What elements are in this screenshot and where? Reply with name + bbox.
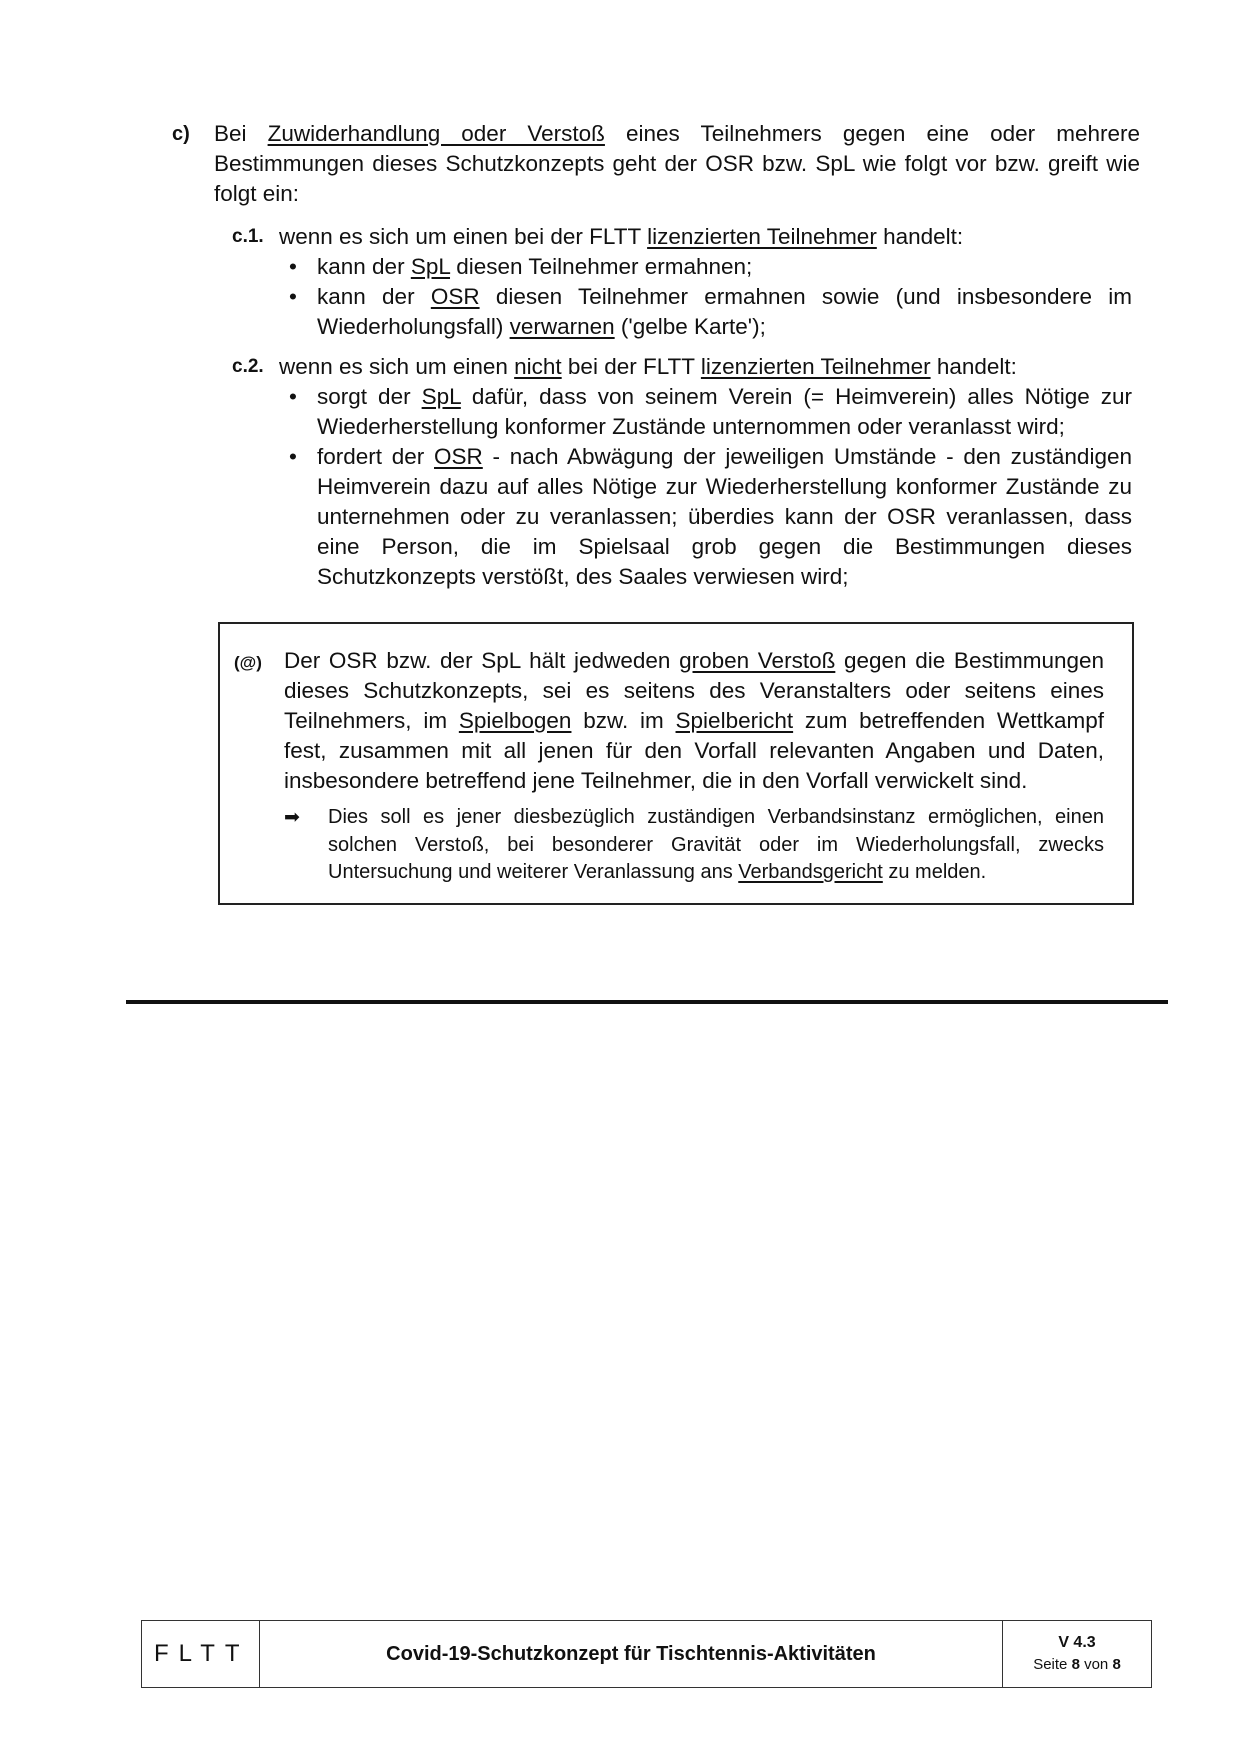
notice-marker: (@) bbox=[234, 653, 262, 672]
subsection-c1 bbox=[232, 222, 1132, 342]
section-c-text: Bei Zuwiderhandlung oder Verstoß eines Teilnehmers gegen eine oder mehrere Bestimmungen dieses Schutzkonzepts geht der OSR bzw. SpL wie folgt vor bzw. greift wie folgt ein: bbox=[214, 121, 1140, 206]
underlined-term: Spielbogen bbox=[458, 708, 572, 733]
underlined-term: OSR bbox=[434, 444, 483, 469]
list-item: • kann der SpL diesen Teilnehmer ermahnen; bbox=[287, 252, 1132, 282]
underlined-term: Spielbericht bbox=[675, 708, 794, 733]
notice-box bbox=[218, 622, 1134, 905]
subsection-c1-intro: wenn es sich um einen bei der FLTT lizenzierten Teilnehmer handelt: bbox=[279, 224, 964, 249]
arrow-right-icon: ➡ bbox=[284, 807, 300, 828]
notice-text: Der OSR bzw. der SpL hält jedweden groben Verstoß gegen die Bestimmungen dieses Schutzkonzepts, sei es seitens des Veranstalters oder seitens eines Teilnehmers, im Spielbogen bzw. im Spielbericht zum betreffenden Wettkampf fest, zusammen mit all jenen für den Vorfall relevanten Angaben und Daten, insbesondere betreffend jene Teilnehmer, die in den Vorfall verwickelt sind. bbox=[284, 648, 1105, 793]
bullet-icon: • bbox=[289, 444, 297, 469]
section-c-label: c) bbox=[172, 123, 190, 145]
notice-note-text: Dies soll es jener diesbezüglich zuständigen Verbandsinstanz ermöglichen, einen solchen Verstoß, bei besonderer Gravität oder im Wiederholungsfall, zwecks Untersuchung und weiterer Veranlassung ans Verbandsgericht zu melden. bbox=[328, 806, 1104, 883]
list-item: • kann der OSR diesen Teilnehmer ermahnen sowie (und insbesondere im Wiederholungsfall) verwarnen ('gelbe Karte'); bbox=[289, 284, 1132, 339]
section-c bbox=[172, 119, 1140, 209]
underlined-term: SpL bbox=[421, 384, 461, 409]
subsection-c2-list bbox=[287, 382, 1132, 592]
subsection-c1-label: c.1. bbox=[232, 226, 264, 247]
underlined-term: verwarnen bbox=[509, 314, 615, 339]
underlined-term: groben Verstoß bbox=[679, 648, 836, 673]
footer-page-number: Seite 8 von 8 bbox=[1033, 1656, 1121, 1673]
footer-title: Covid-19-Schutzkonzept für Tischtennis-Aktivitäten bbox=[260, 1621, 1003, 1687]
bullet-icon: • bbox=[289, 284, 297, 309]
notice-note bbox=[284, 804, 1104, 887]
subsection-c2-intro: wenn es sich um einen nicht bei der FLTT lizenzierten Teilnehmer handelt: bbox=[279, 354, 1017, 379]
footer-version: V 4.3 bbox=[1058, 1634, 1096, 1651]
section-divider bbox=[126, 1000, 1168, 1004]
underlined-term: lizenzierten Teilnehmer bbox=[700, 354, 931, 379]
subsection-c2 bbox=[232, 352, 1132, 592]
underlined-term: OSR bbox=[430, 284, 480, 309]
page-footer bbox=[141, 1620, 1152, 1688]
underlined-term: Zuwiderhandlung oder Verstoß bbox=[267, 121, 605, 146]
underlined-term: nicht bbox=[514, 354, 562, 379]
list-item: • fordert der OSR - nach Abwägung der jeweiligen Umstände - den zuständigen Heimverein dazu auf alles Nötige zur Wiederherstellung konformer Zustände zu unternehmen oder zu veranlassen; überdies kann der OSR veranlassen, dass eine Person, die im Spielsaal grob gegen die Bestimmungen dieses Schutzkonzepts verstößt, des Saales verwiesen wird; bbox=[289, 444, 1132, 589]
bullet-icon: • bbox=[289, 254, 297, 279]
footer-version-block bbox=[1003, 1621, 1151, 1687]
underlined-term: lizenzierten Teilnehmer bbox=[647, 224, 877, 249]
subsection-c2-label: c.2. bbox=[232, 356, 264, 377]
underlined-term: SpL bbox=[410, 254, 451, 279]
underlined-term: Verbandsgericht bbox=[738, 861, 883, 883]
subsection-c1-list bbox=[287, 252, 1132, 342]
footer-org: FLTT bbox=[142, 1621, 260, 1687]
list-item: • sorgt der SpL dafür, dass von seinem Verein (= Heimverein) alles Nötige zur Wiederherstellung konformer Zustände unternommen oder veranlasst wird; bbox=[289, 384, 1133, 439]
bullet-icon: • bbox=[289, 384, 297, 409]
